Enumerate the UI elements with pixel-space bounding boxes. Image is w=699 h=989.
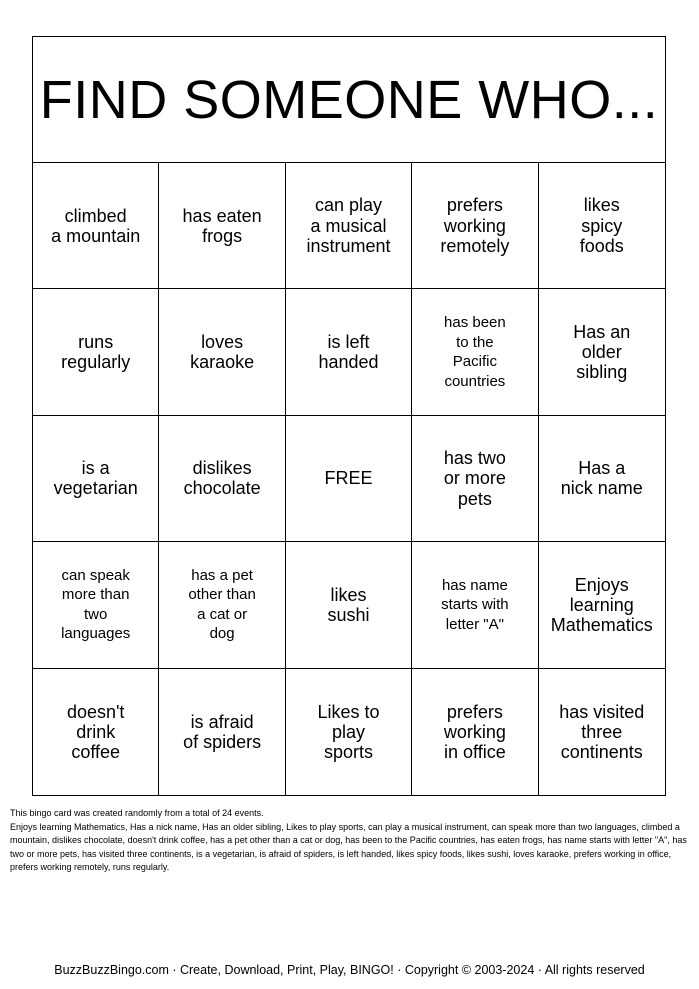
cell-text: has eaten frogs: [182, 205, 262, 246]
cell-text: has two or more pets: [443, 448, 506, 509]
bingo-cell: [159, 669, 285, 795]
cell-text: dislikes chocolate: [183, 458, 261, 499]
cell-text: has been to the Pacific countries: [444, 314, 506, 390]
bingo-cell: [286, 289, 412, 415]
cell-text: prefers working remotely: [440, 195, 510, 256]
bingo-cell: [412, 289, 538, 415]
cell-text: Has a nick name: [560, 458, 643, 499]
free-space-cell: [286, 416, 412, 542]
cell-text: runs regularly: [61, 331, 131, 373]
cell-text: Likes to play sports: [317, 701, 380, 762]
cell-text: has a pet other than a cat or dog: [188, 566, 256, 643]
cell-text: Enjoys learning Mathematics: [550, 574, 653, 635]
page-footer: BuzzBuzzBingo.com · Create, Download, Print, Play, BINGO! · Copyright © 2003-2024 · All rights reserved: [54, 963, 645, 977]
bingo-cell: [33, 669, 159, 795]
cell-text: can speak more than two languages: [61, 566, 131, 643]
cell-text: Has an older sibling: [573, 321, 631, 383]
bingo-cell: [33, 289, 159, 415]
footnote-summary: This bingo card was created randomly from a total of 24 events.: [10, 808, 264, 818]
cell-text: FREE: [324, 468, 373, 489]
bingo-cell: [159, 542, 285, 668]
cell-text: likes sushi: [327, 584, 370, 625]
cell-text: prefers working in office: [443, 701, 506, 762]
bingo-cell: [412, 416, 538, 542]
bingo-cell: [159, 289, 285, 415]
bingo-cell: [159, 416, 285, 542]
card-footnote: [10, 807, 692, 875]
cell-text: is a vegetarian: [53, 458, 138, 499]
bingo-cell: [539, 542, 665, 668]
cell-text: doesn't drink coffee: [66, 701, 125, 762]
bingo-cell: [286, 669, 412, 795]
bingo-cell: [412, 542, 538, 668]
bingo-cell: [286, 542, 412, 668]
card-title: FIND SOMEONE WHO...: [33, 37, 665, 163]
cell-text: climbed a mountain: [51, 205, 141, 246]
bingo-cell: [286, 163, 412, 289]
cell-text: has visited three continents: [559, 701, 645, 762]
cell-text: likes spicy foods: [579, 195, 624, 256]
bingo-cell: [33, 542, 159, 668]
bingo-cell: [539, 416, 665, 542]
bingo-grid: [33, 163, 665, 795]
bingo-cell: [539, 163, 665, 289]
bingo-cell: [539, 669, 665, 795]
bingo-card: [32, 36, 666, 796]
bingo-cell: [33, 416, 159, 542]
bingo-cell: [412, 669, 538, 795]
cell-text: has name starts with letter "A": [441, 576, 509, 633]
bingo-cell: [159, 163, 285, 289]
bingo-cell: [412, 163, 538, 289]
bingo-cell: [539, 289, 665, 415]
cell-text: can play a musical instrument: [306, 195, 391, 256]
cell-text: is left handed: [318, 331, 379, 373]
cell-text: is afraid of spiders: [183, 711, 262, 752]
footnote-event-list: Enjoys learning Mathematics, Has a nick name, Has an older sibling, Likes to play sports, can play a musical instrument, can speak more than two languages, climbed a mountain, dislikes chocolate, doesn't drink coffee, has a pet other than a cat or dog, has been to the Pacific countries, has eaten frogs, has name starts with letter "A", has two or more pets, has visited three continents, is a vegetarian, is afraid of spiders, is left handed, likes spicy foods, likes sushi, loves karaoke, prefers working in office, prefers working remotely, runs regularly.: [10, 821, 687, 872]
bingo-cell: [33, 163, 159, 289]
cell-text: loves karaoke: [190, 331, 255, 373]
